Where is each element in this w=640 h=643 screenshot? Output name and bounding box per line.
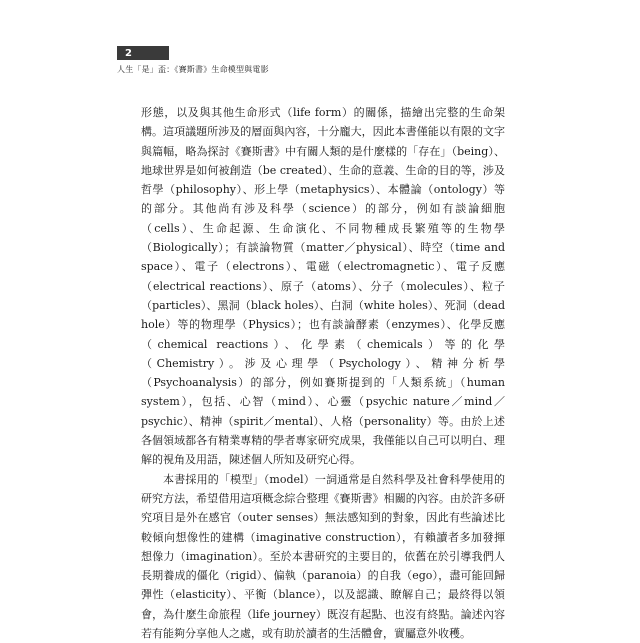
running-head: 人生「是」盃：《賽斯書》生命模型與電影: [117, 65, 269, 74]
body-text: [141, 103, 505, 643]
page-number-bar: [117, 46, 169, 60]
page-header: [117, 46, 517, 75]
page-number: 2: [125, 47, 132, 59]
paragraph-1: 形態，以及與其他生命形式（life form）的關係，描繪出完整的生命架構。這項議題所涉及的層面與內容，十分龐大，因此本書僅能以有限的文字與篇幅，略為探討《賽斯書》中有關人類的是什麼樣的「存在」（being）、地球世界是如何被創造（be created）、生命的意義、生命的目的等，涉及哲學（philosophy）、形上學（metaphysics）、本體論（ontology）等的部分。其他尚有涉及科學（science）的部分，例如有談論細胞（cells）、生命起源、生命演化、不同物種成長繁殖等的生物學（Biologically）；有談論物質（matter／physical）、時空（time and space）、電子（electrons）、電磁（electromagnetic）、電子反應（electrical reactions）、原子（atoms）、分子（molecules）、粒子（particles）、黑洞（black holes）、白洞（white holes）、死洞（dead hole）等的物理學（Physics）；也有談論酵素（enzymes）、化學反應（chemical reactions）、化學素（chemicals）等的化學（Chemistry）。涉及心理學（Psychology）、精神分析學（Psychoanalysis）的部分，例如賽斯提到的「人類系統」（human system），包括、心智（mind）、心靈（psychic nature／mind／psychic）、精神（spirit／mental）、人格（personality）等。由於上述各個領域都各有精業專精的學者專家研究成果，我僅能以自己可以明白、理解的視角及用語，陳述個人所知及研究心得。: [141, 106, 505, 467]
paragraph-2: 本書採用的「模型」（model）一詞通常是自然科學及社會科學使用的研究方法，希望借用這項概念綜合整理《賽斯書》相關的內容。由於許多研究項目是外在感官（outer senses）無法感知到的對象，因此有些論述比較傾向想像性的建構（imaginative construction），有賴讀者多加發揮想像力（imagination）。至於本書研究的主要目的，依舊在於引導我們人長期養成的僵化（rigid）、偏執（paranoia）的自我（ego），盡可能回歸彈性（elasticity）、平衡（blance），以及認識、瞭解自己；最終得以領會，為什麼生命旅程（life journey）既沒有起點、也沒有終點。論述內容若有能夠分享他人之處，或有助於讀者的生活體會，實屬意外收穫。: [141, 472, 505, 641]
